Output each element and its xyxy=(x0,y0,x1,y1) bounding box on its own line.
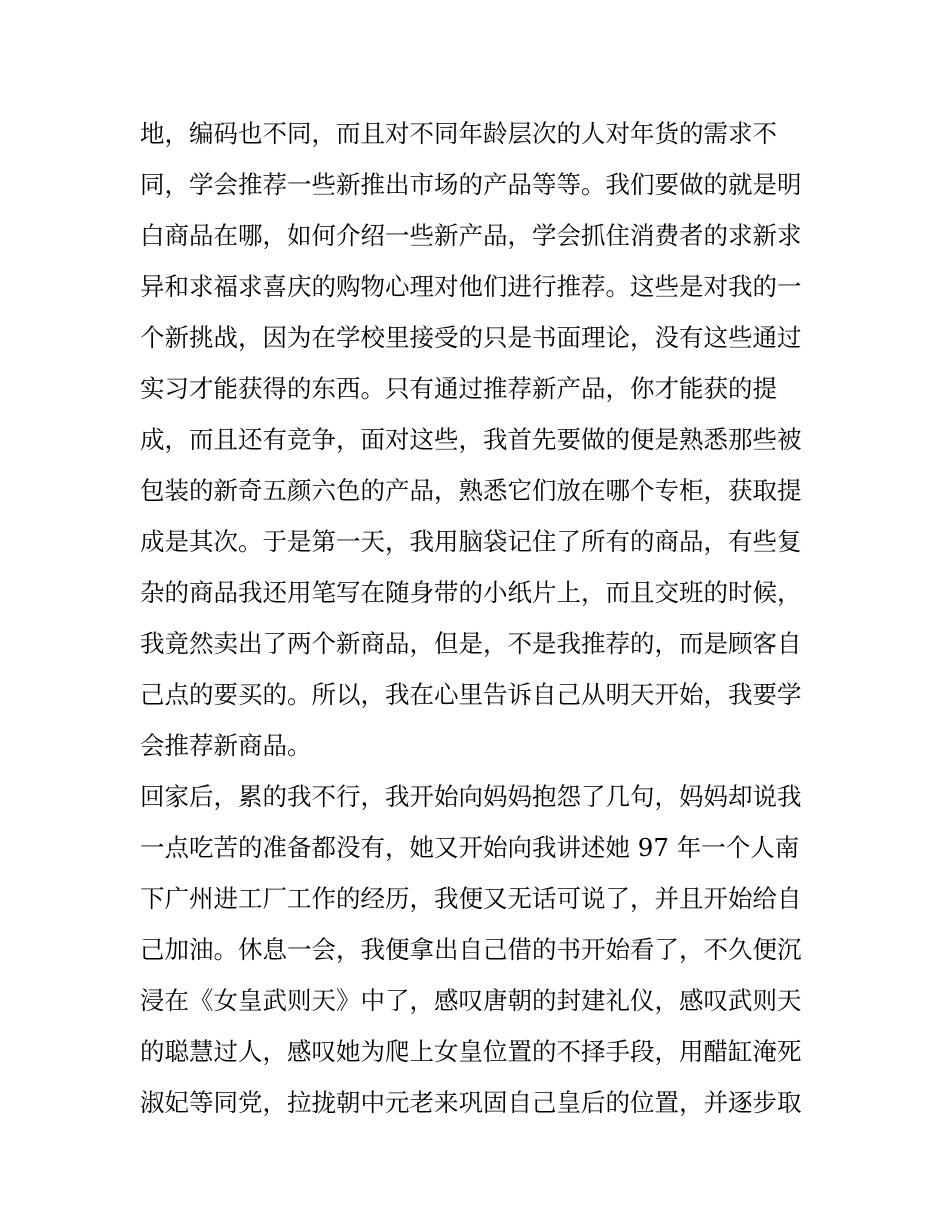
text-line: 成是其次。于是第一天，我用脑袋记住了所有的商品，有些复 xyxy=(140,527,802,556)
body-text xyxy=(140,108,820,1128)
text-line: 地，编码也不同，而且对不同年龄层次的人对年货的需求不 xyxy=(140,119,777,148)
text-line: 己加油。休息一会，我便拿出自己借的书开始看了，不久便沉 xyxy=(140,935,802,964)
text-line: 成，而且还有竞争，面对这些，我首先要做的便是熟悉那些被 xyxy=(140,425,802,454)
text-line: 己点的要买的。所以，我在心里告诉自己从明天开始，我要学 xyxy=(140,680,802,709)
text-line: 实习才能获得的东西。只有通过推荐新产品，你才能获的提 xyxy=(140,374,777,403)
text-line: 浸在《女皇武则天》中了，感叹唐朝的封建礼仪，感叹武则天 xyxy=(140,986,802,1015)
text-line: 白商品在哪，如何介绍一些新产品，学会抓住消费者的求新求 xyxy=(140,221,802,250)
text-line: 个新挑战，因为在学校里接受的只是书面理论，没有这些通过 xyxy=(140,323,802,352)
text-line: 异和求福求喜庆的购物心理对他们进行推荐。这些是对我的一 xyxy=(140,272,802,301)
text-line: 同，学会推荐一些新推出市场的产品等等。我们要做的就是明 xyxy=(140,170,802,199)
text-line: 的聪慧过人，感叹她为爬上女皇位置的不择手段，用醋缸淹死 xyxy=(140,1037,802,1066)
text-line: 杂的商品我还用笔写在随身带的小纸片上，而且交班的时候， xyxy=(140,578,802,607)
text-line: 淑妃等同党，拉拢朝中元老来巩固自己皇后的位置，并逐步取 xyxy=(140,1088,802,1117)
text-line: 包装的新奇五颜六色的产品，熟悉它们放在哪个专柜，获取提 xyxy=(140,476,802,505)
text-line: 下广州进工厂工作的经历，我便又无话可说了，并且开始给自 xyxy=(140,884,802,913)
text-line: 回家后，累的我不行，我开始向妈妈抱怨了几句，妈妈却说我 xyxy=(140,782,802,811)
text-line: 我竟然卖出了两个新商品，但是，不是我推荐的，而是顾客自 xyxy=(140,629,802,658)
text-line: 一点吃苦的准备都没有，她又开始向我讲述她 97 年一个人南 xyxy=(140,833,800,862)
text-line: 会推荐新商品。 xyxy=(140,731,312,760)
